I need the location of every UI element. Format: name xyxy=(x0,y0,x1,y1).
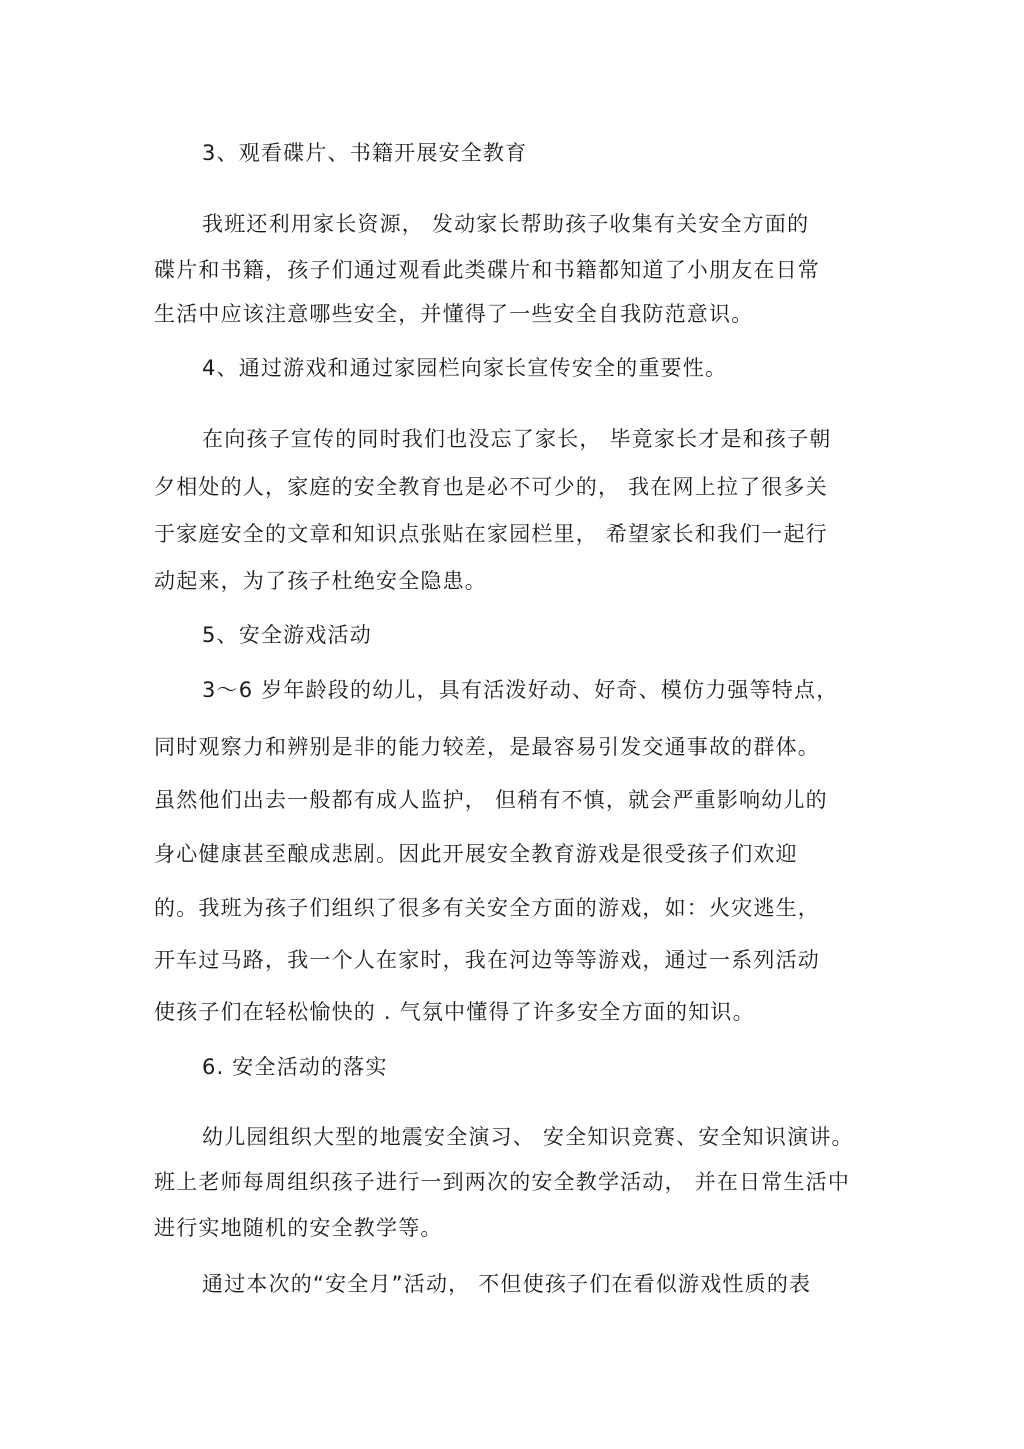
paragraph-line: 幼儿园组织大型的地震安全演习、 安全知识竞赛、安全知识演讲。 xyxy=(202,1125,854,1149)
section-heading-4: 4、通过游戏和通过家园栏向家长宣传安全的重要性。 xyxy=(202,356,728,380)
paragraph-line: 使孩子们在轻松愉快的 . 气氛中懂得了许多安全方面的知识。 xyxy=(154,1000,755,1024)
paragraph-line: 3～6 岁年龄段的幼儿，具有活泼好动、好奇、模仿力强等特点， xyxy=(202,678,839,702)
paragraph-line: 身心健康甚至酿成悲剧。因此开展安全教育游戏是很受孩子们欢迎 xyxy=(154,842,798,866)
section-heading-5: 5、安全游戏活动 xyxy=(202,623,372,647)
paragraph-line: 的。我班为孩子们组织了很多有关安全方面的游戏，如：火灾逃生， xyxy=(154,896,820,920)
paragraph-line: 碟片和书籍，孩子们通过观看此类碟片和书籍都知道了小朋友在日常 xyxy=(154,258,820,282)
paragraph-line: 同时观察力和辨别是非的能力较差，是最容易引发交通事故的群体。 xyxy=(154,735,820,759)
section-heading-6: 6. 安全活动的落实 xyxy=(202,1055,388,1079)
paragraph-line: 夕相处的人，家庭的安全教育也是必不可少的， 我在网上拉了很多关 xyxy=(154,475,828,499)
paragraph-line: 在向孩子宣传的同时我们也没忘了家长， 毕竟家长才是和孩子朝 xyxy=(202,427,832,451)
paragraph-line: 于家庭安全的文章和知识点张贴在家园栏里， 希望家长和我们一起行 xyxy=(154,522,828,546)
paragraph-line: 我班还利用家长资源， 发动家长帮助孩子收集有关安全方面的 xyxy=(202,212,810,236)
paragraph-line: 通过本次的“安全月”活动， 不但使孩子们在看似游戏性质的表 xyxy=(202,1272,812,1296)
paragraph-line: 开车过马路，我一个人在家时，我在河边等等游戏，通过一系列活动 xyxy=(154,948,820,972)
paragraph-line: 虽然他们出去一般都有成人监护， 但稍有不慎，就会严重影响幼儿的 xyxy=(154,788,828,812)
paragraph-line: 动起来，为了孩子杜绝安全隐患。 xyxy=(154,569,487,593)
paragraph-line: 生活中应该注意哪些安全，并懂得了一些安全自我防范意识。 xyxy=(154,302,754,326)
section-heading-3: 3、观看碟片、书籍开展安全教育 xyxy=(202,141,528,165)
paragraph-line: 进行实地随机的安全教学等。 xyxy=(154,1216,443,1240)
paragraph-line: 班上老师每周组织孩子进行一到两次的安全教学活动， 并在日常生活中 xyxy=(154,1170,851,1194)
